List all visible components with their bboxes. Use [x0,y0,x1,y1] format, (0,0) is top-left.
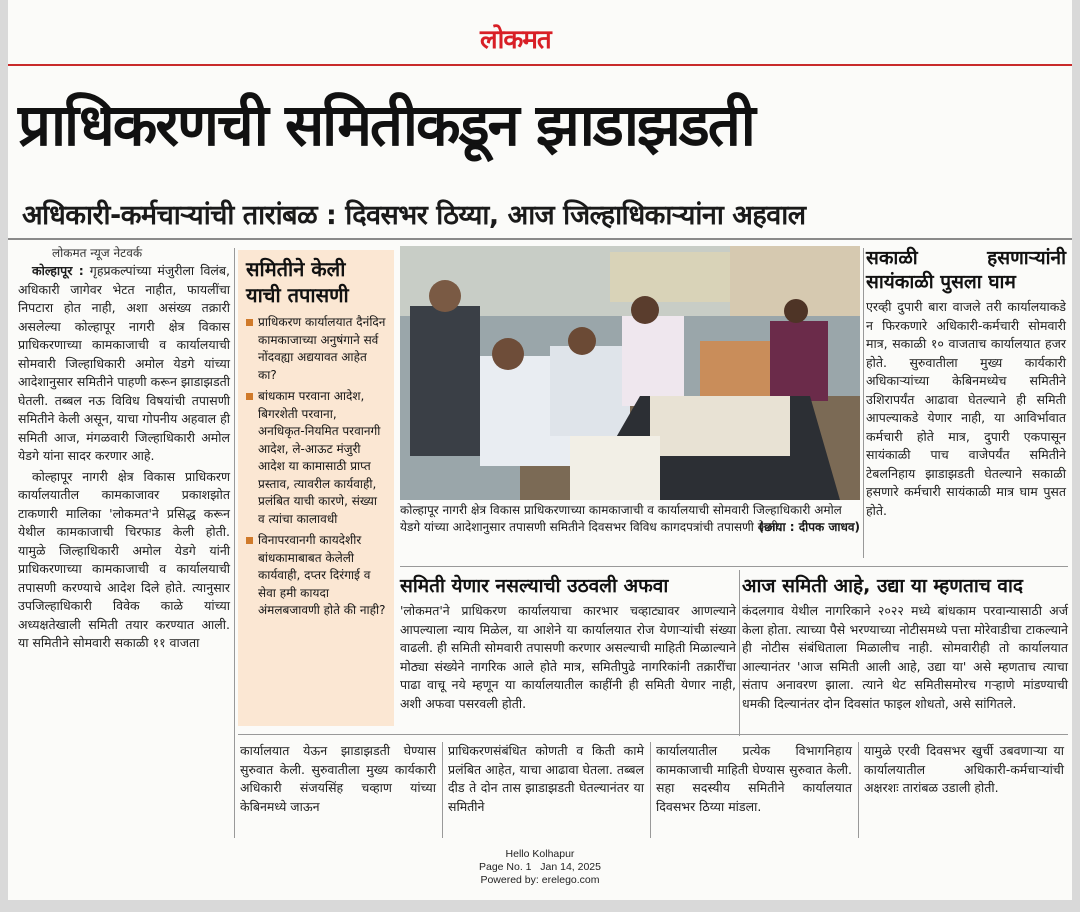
office-inspection-photo [400,246,860,500]
inspection-sidebar [238,250,394,726]
footer-page-date: Page No. 1 Jan 14, 2025 [478,861,601,873]
right-story-title: सकाळी हसणाऱ्यांनी सायंकाळी पुसला घाम [866,247,1066,293]
masthead [8,0,1072,66]
rumor-story [400,574,736,713]
main-story-cont-1: कार्यालयात येऊन झाडाझडती घेण्यास सुरुवात केली. सुरुवातीला मुख्य कार्यकारी अधिकारी संजयसिंह चव्हाण यांच्या केबिनमध्ये जाऊन [240,743,436,814]
header-rule [8,238,1072,240]
footer-powered-by[interactable]: Powered by: erelego.com [480,874,600,886]
column-divider [650,742,651,838]
footer-edition: Hello Kolhapur [505,848,575,860]
right-story [866,246,1066,520]
photo-credit: (छाया : दीपक जाधव) [758,520,860,534]
column-divider [234,248,235,838]
dispute-story [742,574,1068,713]
bullet-icon [246,537,253,544]
dispute-story-title: आज समिती आहे, उद्या या म्हणताच वाद [742,575,1024,597]
photo-illustration [400,246,860,500]
sidebar-item: प्राधिकरण कार्यालयात दैनंदिन कामकाजाच्या अनुषंगाने सर्व नोंदवह्या अद्ययावत आहेत का? [246,314,386,384]
sidebar-list [246,314,386,620]
main-story-cont-2: प्राधिकरणसंबंधित कोणती व किती कामे प्रलंबित आहेत, याचा आढावा घेतला. तब्बल दीड ते दोन तास झाडाझडती घेतल्यानंतर या समितीने [448,743,644,814]
photo-caption: कोल्हापूर नागरी क्षेत्र विकास प्राधिकरणाच्या कामकाजाची व कार्यालयाची सोमवारी जिल्हाधिकारी अमोल येडगे यांच्या आदेशानुसार तपासणी समितीने दिवसभर विविध कागदपत्रांची तपासणी केली. (छाया : दीपक जाधव) [400,503,860,534]
byline: लोकमत न्यूज नेटवर्क [52,246,143,260]
column-divider [863,248,864,558]
page-footer [8,848,1072,887]
dispute-story-body: कंदलगाव येथील नागरिकाने २०२२ मध्ये बांधकाम परवान्यासाठी अर्ज केला होता. त्याच्या पैसे भरण्याच्या नोटीसमध्ये पत्ता मोरेवाडीचा टाकल्याने ही नोटीस संबंधिताला मिळालीच नाही. सोमवारीही तो कार्यालयात आल्यानंतर 'आज समिती आली आहे, उद्या या' असे म्हणताच त्याचा संताप अनावरण झाला. त्याने थेट समितीसमोरच गऱ्हाणे मांडण्याची धमकी दिल्यानंतर दोन दिवसांत फाइल शोधतो, असे सांगितले. [742,603,1068,711]
rumor-story-title: समिती येणार नसल्याची उठवली अफवा [400,575,669,597]
main-story-cont-4: यामुळे एरवी दिवसभर खुर्ची उबवणाऱ्या या कार्यालयातील अधिकारी-कर्मचाऱ्यांची अक्षरशः तारांबळ उडाली होती. [864,743,1064,795]
right-story-body: एरव्ही दुपारी बारा वाजले तरी कार्यालयाकडे न फिरकणारे अधिकारी-कर्मचारी सोमवारी मात्र, सकाळी १० वाजताच कार्यालयात हजर होते. सुरुवातीला मुख्य कार्यकारी अधिकाऱ्यांच्या केबिनमध्येच समितीने उशिरापर्यंत आढावा घेतल्याने ही समिती आपल्याकडे येणार नाही, या आविर्भावात कर्मचारी होते मात्र, दुपारी एकपासून सायंकाळी पाच वाजेपर्यंत समितीने टेबलनिहाय झाडाझडती घेतल्याने सकाळी हसणारे कर्मचारी सायंकाळी मात्र घाम पुसत होते. [866,299,1066,518]
main-story-para-1: कोल्हापूर : गृहप्रकल्पांच्या मंजुरीला विलंब, अधिकारी जागेवर भेटत नाहीत, फायलींचा निपटारा होत नाही, अशा असंख्य तक्रारी असलेल्या कोल्हापूर नागरी क्षेत्र विकास प्राधिकरणाच्या कामकाजाची व कार्यालयाची सोमवारी जिल्हाधिकारी अमोल येडगे यांच्या आदेशानुसार समितीने पाहणी करून झाडाझडती घेतली. तब्बल नऊ विविध विषयांची तपासणी समितीने केली असून, याचा गोपनीय अहवाल ही समिती आज, मंगळवारी जिल्हाधिकारी अमोल येडगे यांना सादर करणार आहे. [18,263,230,463]
column-divider [739,570,740,736]
section-divider [400,566,1068,567]
main-story-cont-3: कार्यालयातील प्रत्येक विभागनिहाय कामकाजाची माहिती घेण्यास सुरुवात केली. सहा सदस्यीय समितीने कार्यालयात दिवसभर ठिय्या मांडला. [656,743,852,814]
sidebar-item: बांधकाम परवाना आदेश, बिगरशेती परवाना, अनधिकृत-नियमित परवानगी आदेश, ले-आऊट मंजुरी आदेश या कामासाठी प्राप्त प्रस्ताव, त्यावरील कार्यवाही, प्रलंबित याची कारणे, संख्या व त्यांचा कालावधी [246,388,386,528]
bullet-icon [246,393,253,400]
newspaper-page [8,0,1072,900]
sidebar-title: समितीने केली याची तपासणी [246,257,349,307]
headline: प्राधिकरणची समितीकडून झाडाझडती [18,91,754,159]
sidebar-item: विनापरवानगी कायदेशीर बांधकामाबाबत केलेली कार्यवाही, दप्तर दिरंगाई व सेवा हमी कायदा अंमलबजावणी होते की नाही? [246,532,386,620]
section-divider [238,734,1068,735]
dateline: कोल्हापूर : [32,263,84,278]
main-story-column [18,262,230,655]
column-divider [858,742,859,838]
rumor-story-body: 'लोकमत'ने प्राधिकरण कार्यालयाचा कारभार चव्हाट्यावर आणल्याने आपल्याला न्याय मिळेल, या आशेने या कार्यालयात रोज येणाऱ्यांची संख्या वाढली. ही समिती सोमवारी तपासणी करणार असल्याची माहिती मिळाल्याने मोठ्या संख्येने नागरिक आले होते मात्र, समितीपुढे नागरिकांनी तक्रारींचा पाढा वाचू नये म्हणून या कार्यालयातील काहींनी ही समिती येणार नाही, अशी अफवा पसरवली होती. [400,603,736,711]
bullet-icon [246,319,253,326]
lokmat-logo: लोकमत [480,25,551,55]
subheadline: अधिकारी-कर्मचाऱ्यांची तारांबळ : दिवसभर ठिय्या, आज जिल्हाधिकाऱ्यांना अहवाल [22,200,806,231]
column-divider [442,742,443,838]
main-story-para-2: कोल्हापूर नागरी क्षेत्र विकास प्राधिकरण कार्यालयातील कामकाजावर प्रकाशझोत टाकणारी मालिका 'लोकमत'ने प्रसिद्ध करून येथील कामकाजाची चिरफाड केली होती. यामुळे जिल्हाधिकारी अमोल येडगे यांनी प्राधिकरणाच्या कामकाजाची व कार्यालयाची तपासणी करण्याचे आदेश दिले होते. त्यानुसार उपजिल्हाधिकारी विवेक काळे यांच्या अध्यक्षतेखाली समिती तयार करण्यात आली. या समितीने सोमवारी सकाळी ११ वाजता [18,468,230,650]
